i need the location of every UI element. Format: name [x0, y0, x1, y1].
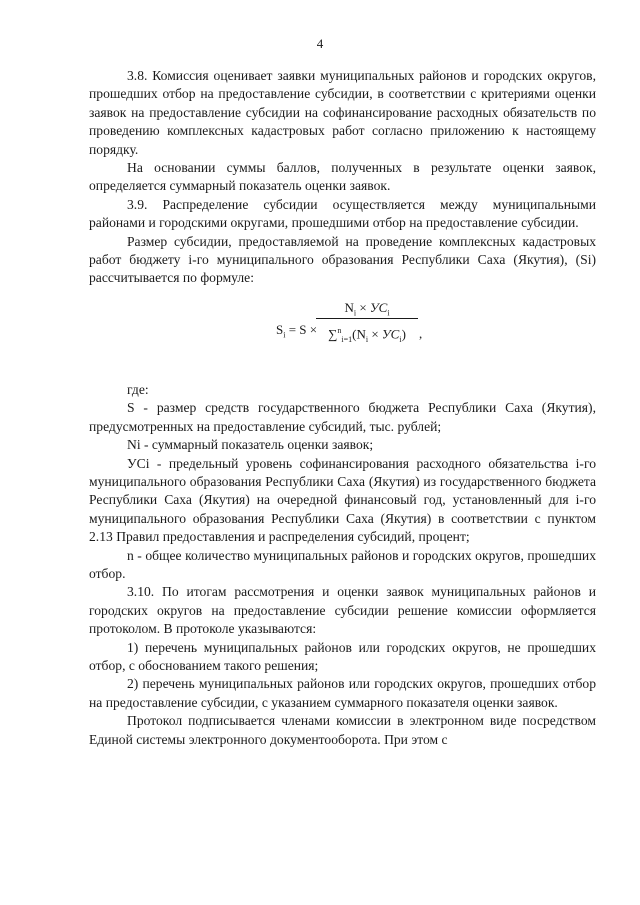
- page-number: 4: [316, 36, 324, 51]
- formula-comma: ,: [419, 325, 423, 341]
- paragraph-def-uci: УСi - предельный уровень софинансирования расходного обязательства i-го муниципального образования Республики Саха (Якутия) из государственного бюджета Республики Саха (Якутия) на очередной финансовый год, установленный для i-го муниципального образования Республики Саха (Якутия) в соответствии с пунктом 2.13 Правил предоставления и распределения субсидий, процент;: [89, 455, 596, 545]
- formula-numerator: $N_i \times УС_i$: [344, 299, 390, 318]
- paragraph-3-8: 3.8. Комиссия оценивает заявки муниципальных районов и городских округов, прошедших отбор на предоставление субсидии, в соответствии с критериями оценки заявок на предоставление субсидии на софинансирование расходных обязательств по проведению комплексных кадастровых работ согласно приложению к настоящему порядку.: [89, 68, 596, 157]
- subsidy-formula: [89, 298, 596, 358]
- paragraph-where: где:: [127, 381, 149, 397]
- paragraph-3-10: 3.10. По итогам рассмотрения и оценки заявок муниципальных районов и городских округов на предоставление субсидии решение комиссии оформляется протоколом. В протоколе указываются:: [89, 584, 596, 637]
- paragraph-list-item-2: 2) перечень муниципальных районов или городских округов, прошедших отбор на предоставление субсидии, с указанием суммарного показателя оценки заявок.: [89, 676, 596, 710]
- formula-fraction: [316, 299, 418, 344]
- paragraph-list-item-1: 1) перечень муниципальных районов или городских округов, не прошедших отбор, с обоснованием такого решения;: [89, 639, 596, 673]
- document-body: [89, 67, 596, 749]
- formula-denominator: $\sum^n_{i=1}(N_i \times УС_i)$: [328, 325, 406, 344]
- paragraph-def-ni: Ni - суммарный показатель оценки заявок;: [127, 437, 374, 453]
- formula-lhs: $S_i = S$ ×: [276, 321, 318, 340]
- paragraph-3-9: 3.9. Распределение субсидии осуществляется между муниципальными районами и городскими округами, прошедшими отбор на предоставление субсидии.: [89, 196, 596, 231]
- paragraph-protocol: Протокол подписывается членами комиссии в электронном виде посредством Единой системы электронного документооборота. При этом с: [89, 713, 596, 747]
- fraction-bar: [316, 318, 418, 319]
- paragraph-total-score: На основании суммы баллов, полученных в результате оценки заявок, определяется суммарный показатель оценки заявок.: [89, 160, 596, 194]
- paragraph-def-s: S - размер средств государственного бюджета Республики Саха (Якутия), предусмотренных на предоставление субсидий, тыс. рублей;: [89, 400, 596, 434]
- paragraph-def-n: n - общее количество муниципальных районов и городских округов, прошедших отбор.: [89, 547, 596, 581]
- paragraph-subsidy-size: Размер субсидии, предоставляемой на проведение комплексных кадастровых работ бюджету i-го муниципального образования Республики Саха (Якутия), (Si) рассчитывается по формуле:: [89, 233, 596, 286]
